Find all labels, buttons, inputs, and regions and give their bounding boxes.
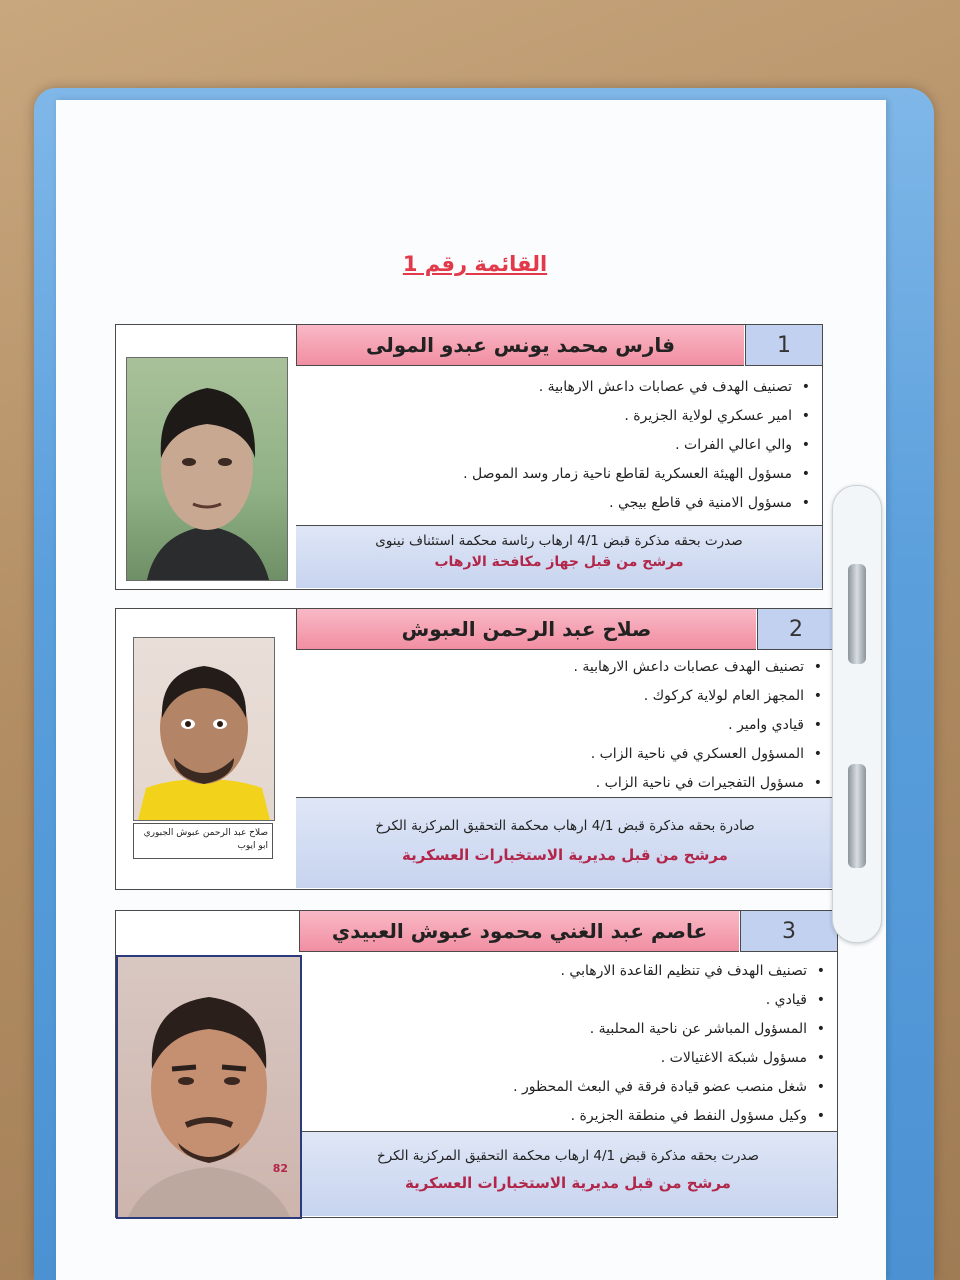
entry-number: 2 [757, 609, 834, 650]
entry-name: عاصم عبد الغني محمود عبوش العبيدي [299, 911, 739, 952]
list-item: • وكيل مسؤول النفط في منطقة الجزيرة . [513, 1102, 807, 1131]
suspect-photo [126, 357, 288, 581]
list-item: • امير عسكري لولاية الجزيرة . [463, 402, 792, 431]
binder-clip [832, 485, 882, 943]
clip-tab-bottom [848, 764, 866, 868]
photo-stamp: 82 [272, 1162, 288, 1175]
list-item: • المسؤول المباشر عن ناحية المحلبية . [513, 1015, 807, 1044]
entry-details [513, 957, 829, 1131]
nominated-by: مرشح من قبل مديرية الاستخبارات العسكرية [405, 1174, 731, 1192]
list-item: • تصنيف الهدف في عصابات داعش الارهابية . [463, 373, 792, 402]
entry-card-2 [115, 608, 835, 890]
nominated-by: مرشح من قبل جهاز مكافحة الارهاب [434, 554, 684, 570]
portrait-icon [127, 358, 287, 580]
list-item: • تصنيف الهدف عصابات داعش الارهابية . [574, 653, 805, 682]
portrait-icon [134, 638, 274, 820]
list-item: • المجهز العام لولاية كركوك . [574, 682, 805, 711]
entry-footer [299, 1131, 837, 1216]
nominated-by: مرشح من قبل مديرية الاستخبارات العسكرية [402, 846, 728, 864]
list-title: القائمة رقم 1 [402, 252, 548, 276]
list-item: • مسؤول التفجيرات في ناحية الزاب . [574, 769, 805, 798]
entry-name: صلاح عبد الرحمن العبوش [296, 609, 756, 650]
list-item: • شغل منصب عضو قيادة فرقة في البعث المحظور . [513, 1073, 807, 1102]
entry-footer [296, 525, 822, 588]
photo-caption: صلاح عبد الرحمن عبوش الجبوري ابو ايوب [133, 823, 273, 859]
entry-card-1 [115, 324, 823, 590]
list-item: • مسؤول الهيئة العسكرية لقاطع ناحية زمار وسد الموصل . [463, 460, 792, 489]
list-item: • قيادي وامير . [574, 711, 805, 740]
list-item: • تصنيف الهدف في تنظيم القاعدة الارهابي . [513, 957, 807, 986]
entry-card-3 [115, 910, 838, 1218]
warrant-text: صدرت بحقه مذكرة قبض 4/1 ارهاب رئاسة محكمة استئناف نينوى [375, 533, 743, 549]
list-item: • والي اعالي الفرات . [463, 431, 792, 460]
portrait-icon [118, 957, 300, 1217]
warrant-text: صادرة بحقه مذكرة قبض 4/1 ارهاب محكمة التحقيق المركزية الكرخ [375, 818, 755, 834]
list-item: • قيادي . [513, 986, 807, 1015]
list-item: • مسؤول شبكة الاغتيالات . [513, 1044, 807, 1073]
entry-name: فارس محمد يونس عبدو المولى [296, 325, 744, 366]
list-item: • مسؤول الامنية في قاطع بيجي . [463, 489, 792, 518]
clip-tab-top [848, 564, 866, 664]
entry-details [574, 653, 827, 798]
list-item: • المسؤول العسكري في ناحية الزاب . [574, 740, 805, 769]
entry-footer [296, 797, 834, 888]
entry-details [463, 373, 814, 518]
entry-number: 1 [745, 325, 822, 366]
suspect-photo [133, 637, 275, 821]
entry-number: 3 [740, 911, 837, 952]
suspect-photo [116, 955, 302, 1219]
warrant-text: صدرت بحقه مذكرة قبض 4/1 ارهاب محكمة التحقيق المركزية الكرخ [377, 1148, 759, 1164]
